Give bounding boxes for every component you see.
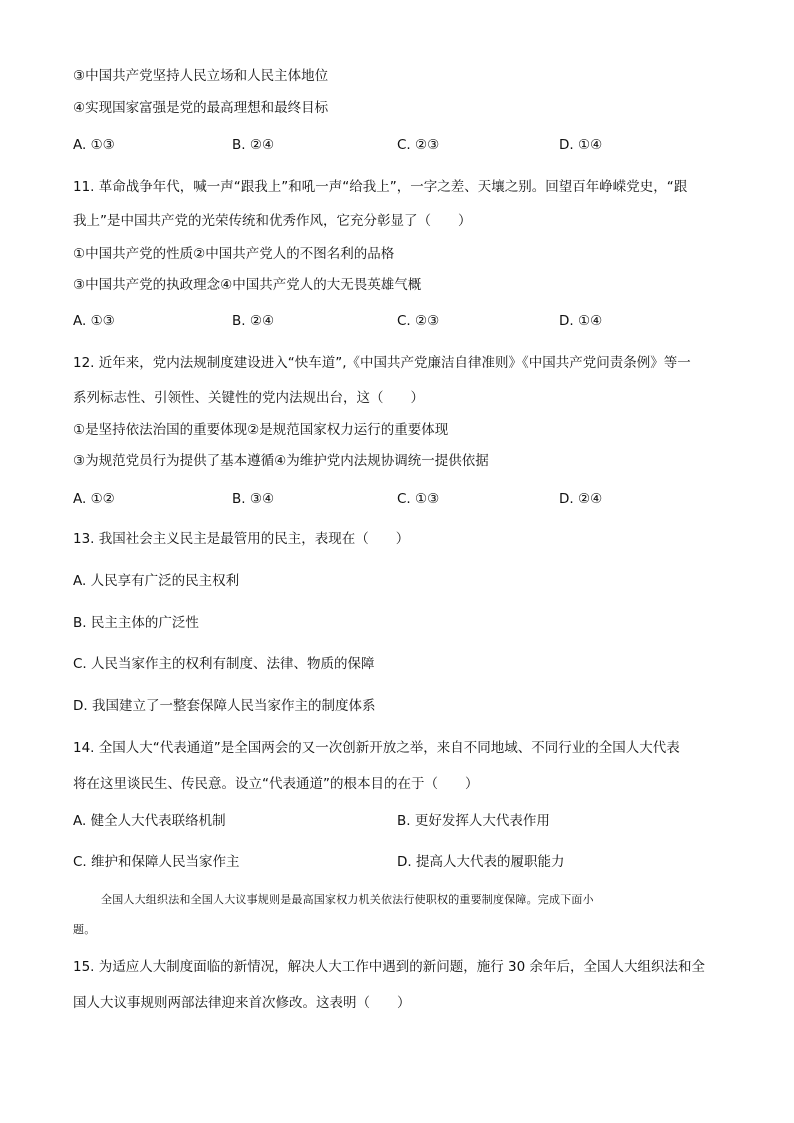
question-12-line-2: 系列标志性、引领性、关键性的党内法规出台，这（ ） <box>73 390 424 406</box>
question-11-statements-12: ①中国共产党的性质②中国共产党人的不图名利的品格 <box>73 246 395 262</box>
q13-option-a[interactable]: A. 人民享有广泛的民主权利 <box>73 573 240 589</box>
q13-option-b[interactable]: B. 民主主体的广泛性 <box>73 615 199 631</box>
q11-option-a[interactable]: A. ①③ <box>73 313 115 329</box>
q14-option-a[interactable]: A. 健全人大代表联络机制 <box>73 813 226 829</box>
question-12-statements-34: ③为规范党员行为提供了基本遵循④为维护党内法规协调统一提供依据 <box>73 453 489 469</box>
material-intro-line-2: 题。 <box>73 923 96 936</box>
question-11-line-2: 我上”是中国共产党的光荣传统和优秀作风，它充分彰显了（ ） <box>73 213 472 229</box>
q12-option-b[interactable]: B. ③④ <box>232 491 275 507</box>
question-14-line-2: 将在这里谈民生、传民意。设立“代表通道”的根本目的在于（ ） <box>73 776 479 792</box>
material-intro-line-1: 全国人大组织法和全国人大议事规则是最高国家权力机关依法行使职权的重要制度保障。完成下面小 <box>101 893 594 906</box>
q12-option-c[interactable]: C. ①③ <box>397 491 440 507</box>
question-13: 13. 我国社会主义民主是最管用的民主，表现在（ ） <box>73 531 410 547</box>
q13-option-c[interactable]: C. 人民当家作主的权利有制度、法律、物质的保障 <box>73 656 375 672</box>
question-11-statements-34: ③中国共产党的执政理念④中国共产党人的大无畏英雄气概 <box>73 277 422 293</box>
statement-3: ③中国共产党坚持人民立场和人民主体地位 <box>73 68 329 84</box>
question-15-line-1: 15. 为适应人大制度面临的新情况，解决人大工作中遇到的新问题，施行 30 余年后，全国人大组织法和全 <box>73 959 706 975</box>
q11-option-d[interactable]: D. ①④ <box>559 313 603 329</box>
option-a[interactable]: A. ①③ <box>73 137 115 153</box>
question-14-line-1: 14. 全国人大“代表通道”是全国两会的又一次创新开放之举，来自不同地域、不同行业的全国人大代表 <box>73 740 680 756</box>
q12-option-d[interactable]: D. ②④ <box>559 491 603 507</box>
q14-option-c[interactable]: C. 维护和保障人民当家作主 <box>73 854 240 870</box>
option-c[interactable]: C. ②③ <box>397 137 440 153</box>
option-d[interactable]: D. ①④ <box>559 137 603 153</box>
option-b[interactable]: B. ②④ <box>232 137 275 153</box>
q11-option-b[interactable]: B. ②④ <box>232 313 275 329</box>
q14-option-b[interactable]: B. 更好发挥人大代表作用 <box>397 813 550 829</box>
q11-option-c[interactable]: C. ②③ <box>397 313 440 329</box>
q13-option-d[interactable]: D. 我国建立了一整套保障人民当家作主的制度体系 <box>73 698 376 714</box>
question-11-line-1: 11. 革命战争年代，喊一声“跟我上”和吼一声“给我上”，一字之差、天壤之别。回望百年峥嵘党史，“跟 <box>73 179 688 195</box>
q12-option-a[interactable]: A. ①② <box>73 491 115 507</box>
question-12-statements-12: ①是坚持依法治国的重要体现②是规范国家权力运行的重要体现 <box>73 422 449 438</box>
question-12-line-1: 12. 近年来，党内法规制度建设进入“快车道”,《中国共产党廉洁自律准则》《中国共产党问责条例》等一 <box>73 355 691 371</box>
q14-option-d[interactable]: D. 提高人大代表的履职能力 <box>397 854 565 870</box>
statement-4: ④实现国家富强是党的最高理想和最终目标 <box>73 100 329 116</box>
question-15-line-2: 国人大议事规则两部法律迎来首次修改。这表明（ ） <box>73 995 411 1011</box>
